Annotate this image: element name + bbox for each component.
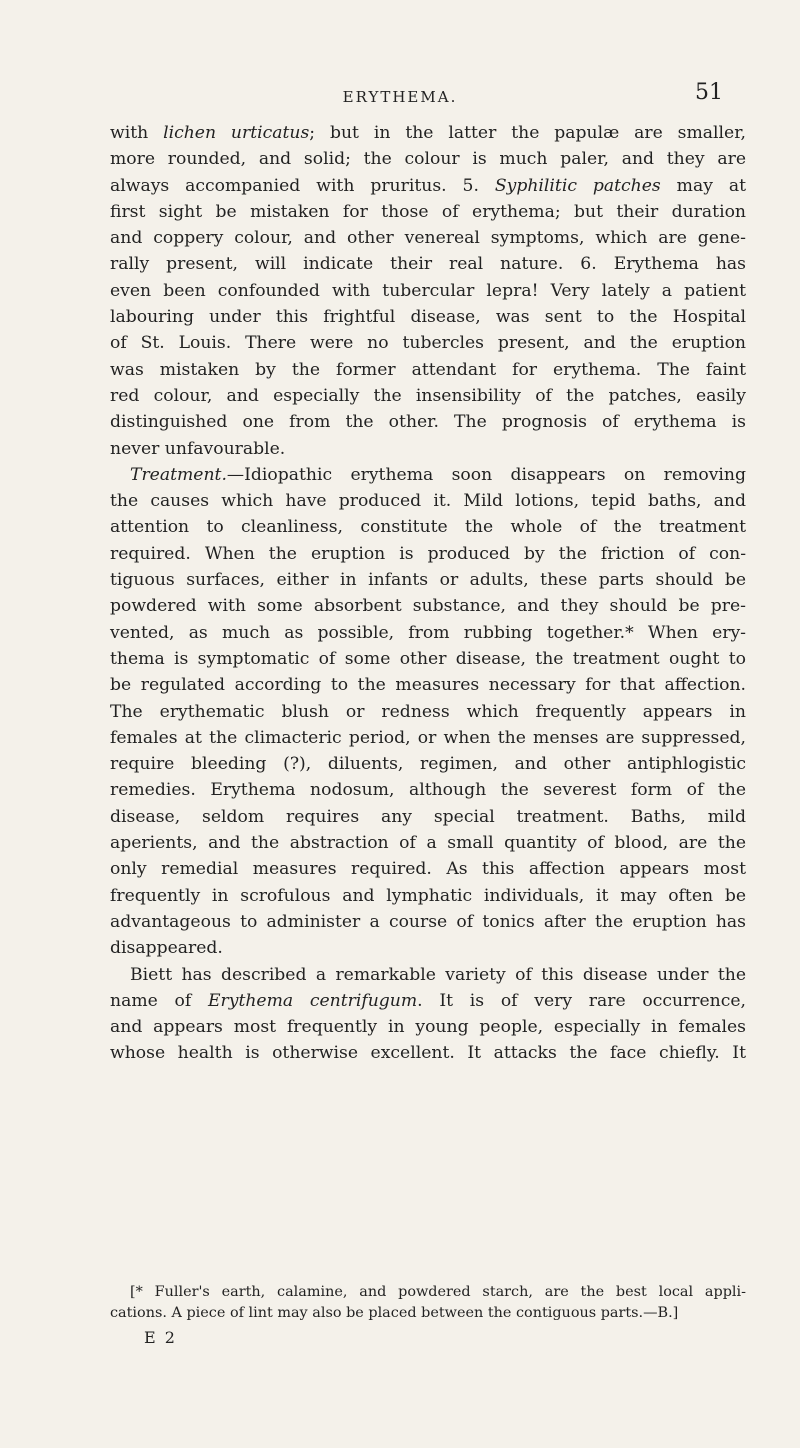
text-line: Biett has described a remarkable variety of this disease under the [130,964,746,985]
text-line: more rounded, and solid; the colour is much paler, and they are [110,149,746,170]
italic-phrase: lichen urticatus [163,123,310,143]
italic-phrase: Syphilitic patches [494,175,661,196]
text-line: of St. Louis. There were no tubercles present, and the eruption [110,333,746,354]
text-line: require bleeding (?), diluents, regimen, and other antiphlogistic [110,754,746,775]
text-line: even been confounded with tubercular lepra! Very lately a patient [110,280,746,301]
body-text [110,120,746,1067]
text-line: remedies. Erythema nodosum, although the severest form of the [110,780,746,801]
text-line: distinguished one from the other. The prognosis of erythema is [110,412,746,433]
text-line: advantageous to administer a course of tonics after the eruption has [110,911,746,932]
text-line: rally present, will indicate their real nature. 6. Erythema has [110,254,746,275]
text-line: always accompanied with pruritus. 5. Syphilitic patches may at [110,175,747,196]
text-line: was mistaken by the former attendant for erythema. The faint [110,359,746,380]
text-line: be regulated according to the measures necessary for that affection. [110,675,746,696]
text-line: name of Erythema centrifugum. It is of very rare occurrence, [110,990,746,1011]
text-line: labouring under this frightful disease, was sent to the Hospital [110,307,746,328]
text-line: only remedial measures required. As this affection appears most [110,859,746,880]
footnote-line: cations. A piece of lint may also be placed between the contiguous parts.—B.] [110,1305,679,1321]
text-line: with lichen urticatus; but in the latter the papulæ are smaller, [110,123,746,143]
text-line: females at the climacteric period, or when the menses are suppressed, [110,727,746,748]
text-line: the causes which have produced it. Mild lotions, tepid baths, and [110,491,746,512]
signature-mark: E 2 [144,1328,177,1347]
text-line: disease, seldom requires any special treatment. Baths, mild [110,806,746,827]
page-number: 51 [695,80,723,105]
text-line: The erythematic blush or redness which frequently appears in [110,701,746,722]
text-line: aperients, and the abstraction of a small quantity of blood, are the [110,833,746,854]
italic-phrase: Treatment. [130,464,227,485]
text-line: and coppery colour, and other venereal symptoms, which are gene- [110,228,746,249]
text-line: first sight be mistaken for those of erythema; but their duration [110,201,746,222]
footnote [110,1282,746,1324]
page-header [0,78,800,118]
text-line: red colour, and especially the insensibility of the patches, easily [110,385,746,406]
text-line: never unfavourable. [110,438,286,459]
text-line: whose health is otherwise excellent. It attacks the face chiefly. It [110,1043,746,1064]
text-line: Treatment.—Idiopathic erythema soon disappears on removing [130,464,746,485]
text-line: tiguous surfaces, either in infants or adults, these parts should be [110,570,746,591]
text-line: vented, as much as possible, from rubbing together.* When ery- [110,622,746,643]
text-line: powdered with some absorbent substance, and they should be pre- [110,596,746,617]
italic-phrase: Erythema centrifugum [207,990,418,1011]
running-title: ERYTHEMA. [342,88,458,106]
text-line: attention to cleanliness, constitute the whole of the treatment [110,517,746,538]
text-line: frequently in scrofulous and lymphatic individuals, it may often be [110,885,746,906]
text-line: required. When the eruption is produced by the friction of con- [110,543,746,564]
text-line: disappeared. [110,938,223,959]
footnote-line: [* Fuller's earth, calamine, and powdered starch, are the best local appli- [130,1284,746,1300]
text-line: thema is symptomatic of some other disease, the treatment ought to [110,648,746,669]
text-line: and appears most frequently in young people, especially in females [110,1017,746,1038]
